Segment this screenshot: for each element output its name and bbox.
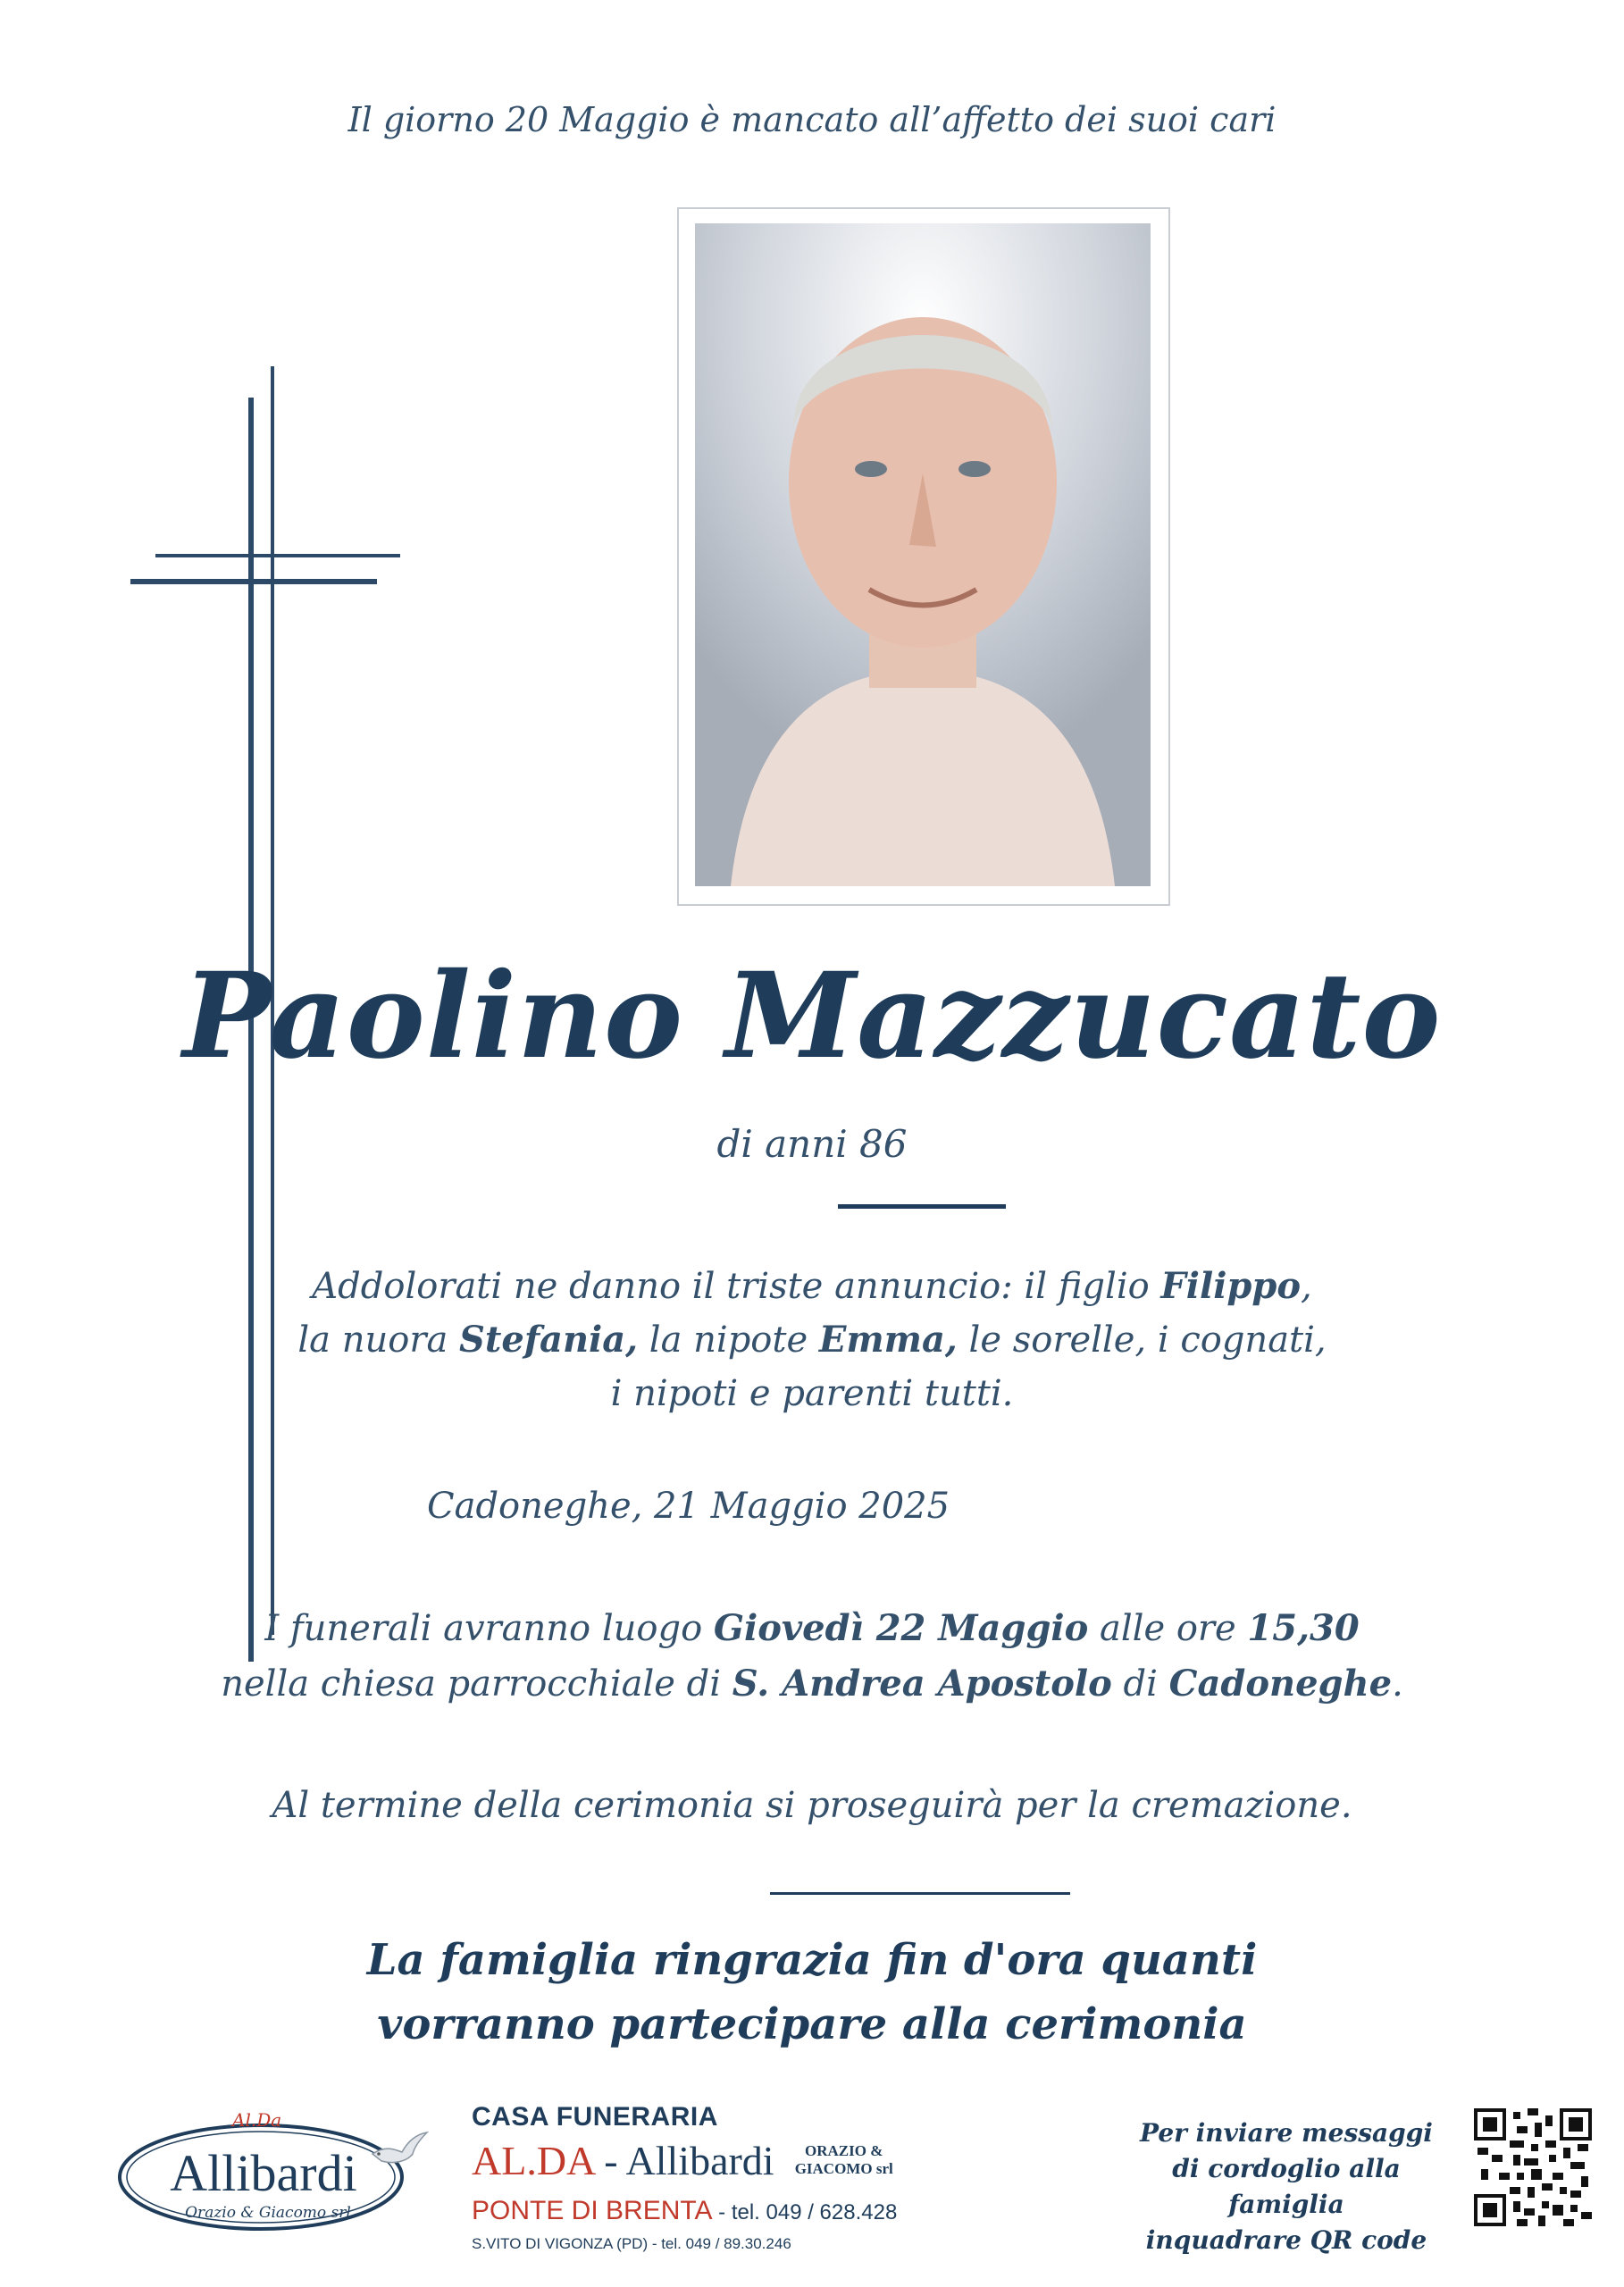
company-name-line — [472, 2137, 893, 2191]
logo-sub: Orazio & Giacomo srl — [185, 2204, 351, 2222]
divider-long — [770, 1892, 1070, 1895]
company-dash: - — [593, 2138, 626, 2183]
casa-funeraria-label: CASA FUNERARIA — [472, 2102, 718, 2132]
funeral-details — [0, 1601, 1624, 1712]
portrait-photo — [695, 223, 1151, 886]
funeral-line-1: I funerali avranno luogo Giovedì 22 Maggio alle ore 15,30 — [264, 1607, 1360, 1649]
thanks-line-2: vorranno partecipare alla cerimonia — [377, 1999, 1247, 2049]
company-red: AL.DA — [472, 2138, 594, 2183]
age-line: di anni 86 — [716, 1122, 908, 1166]
qr-line-3: inquadrare QR code — [1145, 2225, 1427, 2255]
family-line-2: la nuora Stefania, la nipote Emma, le sorelle, i cognati, — [297, 1319, 1327, 1361]
funeral-line-2: nella chiesa parrocchiale di S. Andrea Apostolo di Cadoneghe. — [221, 1663, 1403, 1705]
deceased-name: Paolino Mazzucato — [182, 947, 1442, 1085]
logo-top: Al.Da — [232, 2109, 282, 2131]
company-small: ORAZIO & GIACOMO srl — [794, 2142, 893, 2177]
location-2: S.VITO DI VIGONZA (PD) - tel. 049 / 89.30.246 — [472, 2235, 791, 2252]
family-notice — [0, 1260, 1624, 1420]
place-date: Cadoneghe, 21 Maggio 2025 — [427, 1486, 950, 1527]
allibardi-logo — [107, 2104, 438, 2238]
dove-icon — [368, 2127, 431, 2172]
company-name: Allibardi — [625, 2138, 774, 2183]
qr-line-1: Per inviare messaggi — [1140, 2118, 1433, 2148]
logo-main: Allibardi — [170, 2144, 357, 2202]
thanks-line-1: La famiglia ringrazia fin d'ora quanti — [366, 1935, 1258, 1985]
location-1: PONTE DI BRENTA - tel. 049 / 628.428 — [472, 2196, 898, 2225]
qr-line-2: di cordoglio alla famiglia — [1172, 2154, 1401, 2219]
family-line-3: i nipoti e parenti tutti. — [610, 1373, 1014, 1414]
divider-short — [838, 1204, 1006, 1209]
announcement: Il giorno 20 Maggio è mancato all’affetto dei suoi cari — [347, 100, 1277, 139]
qr-code[interactable] — [1474, 2108, 1592, 2226]
cremation-note: Al termine della cerimonia si proseguirà per la cremazione. — [272, 1785, 1352, 1826]
qr-instructions — [1117, 2115, 1456, 2258]
family-line-1: Addolorati ne danno il triste annuncio: il figlio Filippo, — [312, 1265, 1312, 1307]
thanks-message — [0, 1928, 1624, 2057]
